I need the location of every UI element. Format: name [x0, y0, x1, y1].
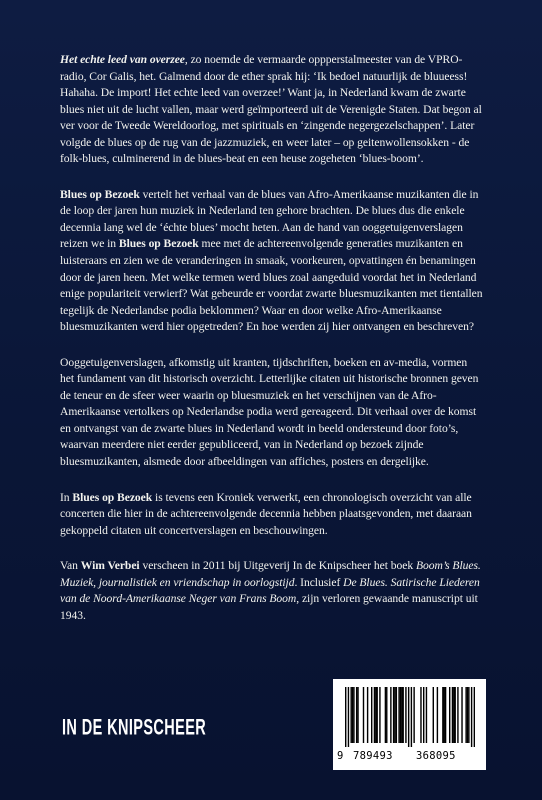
paragraph-author	[60, 558, 484, 624]
intro-lead: Het echte leed van overzee	[60, 53, 185, 66]
barcode-bar	[408, 687, 409, 747]
barcode-bar	[394, 687, 395, 743]
barcode-bar	[357, 687, 358, 743]
book-title-ref: Blues op Bezoek	[72, 490, 153, 504]
intro-text: , zo noemde de vermaarde oppperstalmeester van de VPRO-radio, Cor Galis, het. Galmend door de ether sprak hij: ‘Ik bedoel natuurlijk de bluueess! Hahaha. De import! Het echte leed van overzee!’ Want ja, in Nederland kwam de zwarte blues niet uit de lucht vallen, maar werd geïmporteerd uit de Verenigde Staten. Dat begon al ver voor de Tweede Wereldoorlog, met spirituals en ‘zingende negergezelschappen’. Later volgde de blues op de rug van de jazzmuziek, en weer later – op geitenwollensokken - de folk-blues, culminerend in de blues-beat en een heuse zogeheten ‘blues-boom’.	[60, 53, 482, 166]
barcode-bar	[348, 687, 349, 747]
sources-text: Ooggetuigenverslagen, afkomstig uit kranten, tijdschriften, boeken en av-media, vormen het fundament van dit historisch overzicht. Letterlijke citaten uit historische bronnen geven de teneur en de sfeer weer waarin op bluesmuziek en het verschijnen van de Afro-Amerikaanse vertolkers op Nederlandse podia werd gereageerd. Dit verhaal over de komst en ontvangst van de zwarte blues in Nederland wordt in beeld ondersteund door foto’s, waarvan meerdere niet eerder gepubliceerd, van in Nederland op bezoek zijnde bluesmuzikanten, alsmede door afbeeldingen van affiches, posters en dergelijke.	[60, 355, 479, 469]
barcode-bar	[444, 687, 445, 743]
barcode-bar	[376, 687, 377, 743]
barcode-bar	[352, 687, 353, 743]
barcode-bar	[465, 687, 466, 743]
barcode-bar	[454, 687, 455, 743]
barcode-bar	[471, 687, 472, 747]
barcode-bar	[345, 687, 346, 747]
barcode-group-1: 789493	[353, 750, 393, 762]
barcode-bar	[449, 687, 450, 743]
barcode-bar	[445, 687, 446, 743]
barcode-bar	[452, 687, 453, 743]
barcode-bar	[402, 687, 403, 743]
author-pre: Van	[60, 559, 81, 573]
barcode-bar	[420, 687, 421, 743]
barcode-bar	[437, 687, 438, 743]
barcode-bar	[474, 687, 475, 747]
barcode-bar	[386, 687, 387, 743]
author-name: Wim Verbei	[80, 559, 140, 573]
author-mid: verscheen in 2011 bij Uitgeverij In de Knipscheer het boek	[139, 559, 416, 573]
barcode-bar	[379, 687, 380, 743]
paragraph-sources	[60, 355, 484, 471]
barcode-bar	[375, 687, 376, 743]
barcode-bar	[390, 687, 391, 743]
barcode-bar	[467, 687, 468, 743]
book-title-ref: Blues op Bezoek	[118, 237, 199, 251]
chronicle-text: is tevens een Kroniek verwerkt, een chronologisch overzicht van alle concerten die hier in de achtereenvolgende decennia hebben plaatsgevonden, met daaraan gekoppeld citaten uit concertverslagen en beschouwingen.	[60, 490, 472, 537]
paragraph-summary	[60, 187, 484, 336]
previous-book-title: Boom’s Blues. Muziek, journalistiek en vriendschap in oorlogstijd	[60, 559, 481, 589]
barcode-bars	[345, 687, 475, 747]
isbn-barcode	[333, 679, 486, 770]
barcode-bar	[405, 687, 406, 743]
barcode-bar	[371, 687, 372, 743]
barcode-bar	[363, 687, 364, 743]
book-title-ref: Blues op Bezoek	[60, 187, 140, 201]
barcode-bar	[385, 687, 386, 743]
author-end: , zijn verloren gewaande manuscript uit 1943.	[60, 592, 478, 622]
barcode-lead-digit: 9	[337, 750, 344, 762]
barcode-bar	[423, 687, 424, 743]
barcode-bar	[426, 687, 427, 743]
barcode-bar	[453, 687, 454, 743]
barcode-bar	[400, 687, 401, 743]
author-mid-2: . Inclusief	[294, 575, 344, 589]
paragraph-intro	[60, 52, 484, 168]
barcode-bar	[367, 687, 368, 743]
barcode-bar	[457, 687, 458, 743]
barcode-bar	[356, 687, 357, 743]
barcode-bar	[353, 687, 354, 743]
barcode-bar	[442, 687, 443, 743]
summary-text-1: vertelt het verhaal van de blues van Afro-Amerikaanse muzikanten die in de loop der jaren hun muziek in Nederland ten gehore brachten. De blues dus die enkele decennia lang wel de ‘échte blues’ mocht heten. Aan de hand van ooggetuigenverslagen reizen we in	[60, 187, 479, 251]
barcode-bar	[411, 687, 412, 747]
barcode-bar	[413, 687, 414, 743]
barcode-bar	[396, 687, 397, 743]
barcode-bar	[468, 687, 469, 743]
barcode-group-2: 368095	[416, 750, 456, 762]
chronicle-pre: In	[60, 490, 73, 504]
barcode-bar	[350, 687, 351, 743]
barcode-bar	[433, 687, 434, 743]
back-cover-text	[60, 52, 484, 643]
paragraph-chronicle	[60, 490, 484, 540]
barcode-bar	[401, 687, 402, 743]
barcode-bar	[461, 687, 462, 743]
barcode-bar	[398, 687, 399, 743]
publisher-logo: IN DE KNIPSCHEER	[62, 716, 207, 741]
barcode-bar	[393, 687, 394, 743]
manuscript-title: De Blues. Satirische Liederen van de Noord-Amerikaanse Neger van Frans Boom	[60, 575, 480, 606]
barcode-bar	[374, 687, 375, 743]
summary-text-2: mee met de achtereenvolgende generaties muzikanten en luisteraars en zien we de veranderingen in smaak, voorkeuren, opvattingen én benamingen door de jaren heen. Met welke termen werd blues zoal aangeduid voordat het in Nederland enige populariteit verwierf? Wat gebeurde er voordat zwarte bluesmuzikanten met tientallen tegelijk de Nederlandse podia beklommen? Waar en door welke Afro-Amerikaanse bluesmuzikanten werd hier opgetreden? En hoe werden zij hier ontvangen en beschreven?	[60, 237, 483, 334]
